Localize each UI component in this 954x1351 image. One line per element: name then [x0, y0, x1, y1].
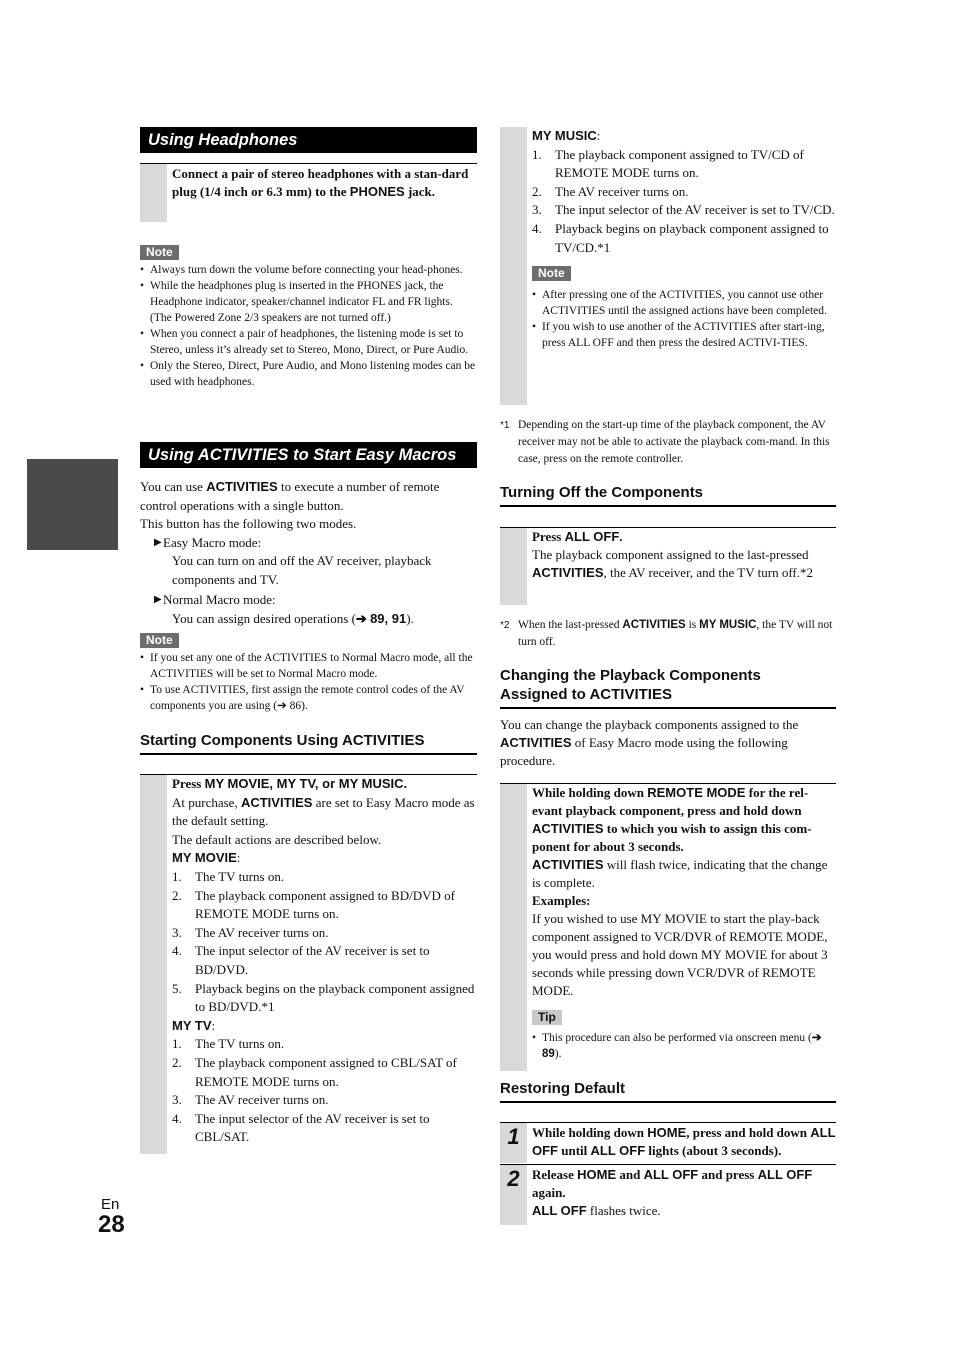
activities-intro [140, 478, 477, 628]
list-item: 5. Playback begins on the playback component assigned to BD/DVD.*1 [172, 980, 475, 1015]
mode-2-text-a: You can assign desired operations ( [172, 610, 356, 626]
my-music-label: MY MUSIC: [532, 128, 601, 143]
step-bar [500, 127, 527, 405]
period: . [619, 529, 623, 544]
list-item: 1. The TV turns on. [172, 1036, 285, 1052]
step-number: 2 [500, 1165, 527, 1225]
tip-item [532, 1030, 836, 1062]
starting-step [140, 775, 477, 1154]
list-text: The input selector of the AV receiver is set to CBL/SAT. [195, 1110, 430, 1145]
list-text: The TV turns on. [195, 868, 285, 884]
note-item: • Only the Stereo, Direct, Pure Audio, and Mono listening modes can be used with headphones. [140, 358, 477, 390]
flash-text [532, 856, 836, 892]
turning-off-heading: Turning Off the Components [500, 484, 704, 501]
step-instruction [532, 528, 836, 546]
starting-heading: Starting Components Using ACTIVITIES [140, 732, 425, 749]
s1-c: until [558, 1143, 591, 1158]
result-b: flashes twice. [586, 1203, 661, 1218]
list-item: 2. The playback component assigned to BD/DVD of REMOTE MODE turns on. [172, 887, 455, 922]
home-key: HOME [577, 1167, 617, 1182]
intro-1 [140, 478, 477, 515]
page-ref: 89 [542, 1048, 555, 1060]
headphones-notes [140, 262, 477, 390]
list-text: The TV turns on. [195, 1036, 285, 1052]
my-tv-key: MY TV [172, 1017, 212, 1033]
activities-title: Using ACTIVITIES to Start Easy Macros [140, 442, 477, 468]
all-off-key: ALL OFF [643, 1167, 699, 1182]
step-b: for the rel-evant playback component, press and hold down [532, 785, 809, 818]
mode-1-name: Easy Macro mode: [163, 534, 262, 550]
headphones-note-label-wrap [140, 243, 179, 261]
my-tv-list [172, 1035, 477, 1147]
list-item: 1. The playback component assigned to TV/CD of REMOTE MODE turns on. [532, 146, 804, 181]
mode-2-text [140, 610, 477, 629]
all-off-key: ALL OFF [532, 1203, 587, 1218]
s2-c: and press [698, 1167, 758, 1182]
step-bar [500, 784, 527, 1071]
step-body [172, 775, 477, 1147]
list-item: 4. The input selector of the AV receiver is set to BD/DVD. [172, 943, 430, 977]
tip-a: This procedure can also be performed via onscreen menu ( [542, 1032, 812, 1044]
footnote-1 [500, 417, 836, 468]
mode-1-text: You can turn on and off the AV receiver, playback components and TV. [172, 553, 432, 587]
note-item: • If you set any one of the ACTIVITIES to Normal Macro mode, all the ACTIVITIES will be set to Normal Macro mode. [140, 650, 477, 682]
s2-b: and [616, 1167, 644, 1182]
my-movie-list [172, 868, 477, 1017]
s2-d: again. [532, 1185, 566, 1200]
list-text: Playback begins on the playback component assigned to BD/DVD.*1 [195, 980, 475, 1015]
turn-off-desc [532, 546, 836, 582]
activities-key: ACTIVITIES [532, 821, 604, 836]
heading-rule [500, 1101, 836, 1103]
footnote-mark: *1 [500, 420, 510, 431]
mode-1-label [140, 534, 477, 553]
headphones-instruction: Connect a pair of stereo headphones with a stan-dard plug (1/4 inch or 6.3 mm) to the [172, 166, 469, 199]
step-body [532, 1123, 836, 1160]
step-c: to which you wish to assign this com-ponent for about 3 seconds. [532, 821, 812, 854]
list-text: The playback component assigned to BD/DVD of REMOTE MODE turns on. [195, 887, 455, 922]
examples-label: Examples: [532, 893, 591, 908]
my-tv-label: MY TV: [172, 1017, 216, 1033]
activities-key: ACTIVITIES [500, 735, 572, 750]
my-movie-label: MY MOVIE: [172, 850, 241, 866]
list-item: 4. The input selector of the AV receiver is set to CBL/SAT. [172, 1110, 430, 1145]
step-bar [140, 164, 167, 222]
purchase-b: are set to Easy Macro mode as the default setting. [172, 794, 475, 829]
press-text: Press [172, 776, 205, 791]
intro-b: of Easy Macro mode using the following procedure. [500, 735, 788, 768]
mode-2-text-b: ). [406, 610, 414, 626]
fn-b: is [685, 619, 700, 631]
note-label: Note [140, 245, 179, 260]
tip-b: ). [554, 1048, 562, 1060]
activities-key: ACTIVITIES [240, 794, 313, 810]
turning-off-step [500, 528, 836, 605]
step-instruction [532, 784, 836, 856]
step-body [532, 528, 836, 582]
note-item: • To use ACTIVITIES, first assign the remote control codes of the AV components you are using (➔ 86). [140, 682, 477, 714]
note-label: Note [140, 633, 179, 648]
tip-label-wrap [532, 1008, 836, 1026]
mode-2-label [140, 591, 477, 610]
s2-a: Release [532, 1167, 578, 1182]
list-text: The AV receiver turns on. [195, 924, 329, 940]
activities-key: ACTIVITIES [622, 619, 686, 631]
changing-heading [500, 666, 761, 704]
changing-intro [500, 716, 836, 770]
list-item: 3. The input selector of the AV receiver is set to TV/CD. [532, 202, 835, 218]
all-off-key: ALL OFF [590, 1143, 646, 1158]
desc-b: , the AV receiver, and the TV turn off.*2 [603, 565, 814, 580]
triangle-icon: ▶ [154, 536, 162, 548]
restoring-step-1 [500, 1123, 836, 1163]
step-instruction [532, 1166, 836, 1202]
phones-key: PHONES [349, 183, 405, 199]
flash-b: will flash twice, indicating that the change is complete. [532, 857, 828, 890]
activities-notes [140, 650, 477, 714]
home-key: HOME [647, 1125, 687, 1140]
my-music-key: MY MUSIC [699, 619, 757, 631]
restoring-step-2 [500, 1165, 836, 1225]
changing-heading-1: Changing the Playback Components [500, 667, 761, 684]
all-off-key: ALL OFF [532, 1125, 836, 1158]
my-music-list [532, 146, 836, 258]
note-item: • While the headphones plug is inserted in the PHONES jack, the Headphone indicator, speaker/channel indicator FL and FR lights. (The Powered Zone 2/3 speakers are not turned off.) [140, 278, 477, 326]
list-text: The AV receiver turns on. [195, 1092, 329, 1108]
example-text: If you wished to use MY MOVIE to start the play-back component assigned to VCR/DVR of REMOTE MODE, you would press and hold down MY MOVIE for about 3 seconds while pressing down VCR/DVR of REMOTE MODE. [532, 911, 828, 998]
footnote-2 [500, 617, 836, 651]
s1-d: lights (about 3 seconds). [645, 1143, 782, 1158]
activities-key: ACTIVITIES [532, 857, 604, 872]
note-item: • Always turn down the volume before connecting your head-phones. [140, 262, 477, 278]
list-text: The AV receiver turns on. [555, 183, 689, 199]
list-item: 1. The TV turns on. [172, 868, 285, 884]
activities-key: ACTIVITIES [532, 565, 604, 580]
step-body [532, 1165, 836, 1220]
step-result [532, 1202, 836, 1220]
list-text: The input selector of the AV receiver is set to TV/CD. [555, 202, 835, 218]
headphones-step [140, 164, 477, 222]
headphones-title: Using Headphones [140, 127, 477, 153]
arrow-icon: ➔ [811, 1032, 822, 1044]
changing-step [500, 784, 836, 1071]
step-bar [500, 528, 527, 605]
side-tab [27, 459, 118, 550]
my-movie-key: MY MOVIE [172, 850, 237, 866]
list-item: 2. The playback component assigned to CBL/SAT of REMOTE MODE turns on. [172, 1054, 457, 1089]
changing-heading-2: Assigned to ACTIVITIES [500, 686, 672, 703]
page-number: 28 [98, 1211, 125, 1238]
page-refs: 89, 91 [370, 610, 407, 626]
fn-c: , the TV will not turn off. [518, 619, 833, 648]
step-bar [140, 775, 167, 1154]
note-item: • When you connect a pair of headphones, the listening mode is set to Stereo, unless it’s already set to Stereo, Mono, Direct, or Pure Audio. [140, 326, 477, 358]
activities-key: ACTIVITIES [206, 479, 278, 494]
list-item: 3. The AV receiver turns on. [172, 924, 329, 940]
desc-a: The playback component assigned to the last-pressed [532, 547, 809, 562]
triangle-icon: ▶ [154, 594, 162, 605]
list-text: The playback component assigned to CBL/SAT of REMOTE MODE turns on. [195, 1054, 457, 1089]
page-lang: En [101, 1196, 120, 1213]
s1-a: While holding down [532, 1125, 648, 1140]
step-number: 1 [500, 1123, 527, 1163]
step-body [532, 784, 836, 1062]
tip-list [532, 1030, 836, 1062]
list-item: 4. Playback begins on playback component assigned to TV/CD.*1 [532, 220, 829, 255]
step-body [172, 164, 477, 200]
footnote-mark: *2 [500, 620, 510, 631]
intro-1-end: to execute a number of remote control operations with a single button. [140, 479, 440, 513]
list-item: 3. The AV receiver turns on. [172, 1092, 329, 1108]
note-item: • After pressing one of the ACTIVITIES, you cannot use other ACTIVITIES until the assigned actions have been completed. [532, 287, 836, 319]
purchase-text [172, 794, 477, 831]
mode-2-name: Normal Macro mode: [163, 592, 276, 607]
heading-rule [500, 707, 836, 709]
s1-b: , press and hold down [686, 1125, 811, 1140]
my-music-key: MY MUSIC [532, 128, 597, 143]
headphones-instruction-end: jack. [404, 183, 436, 199]
all-off-key: ALL OFF [564, 529, 620, 544]
heading-rule [500, 505, 836, 507]
remote-mode-key: REMOTE MODE [647, 785, 746, 800]
footnote-text: Depending on the start-up time of the playback component, the AV receiver may not be able to activate the playback com-mand. In this case, press on the remote controller. [518, 419, 830, 465]
purchase-a: At purchase, [172, 794, 241, 810]
tip-label: Tip [532, 1010, 562, 1025]
my-music-continued [500, 127, 836, 405]
list-text: The playback component assigned to TV/CD of REMOTE MODE turns on. [555, 146, 804, 181]
starting-notes [532, 287, 836, 351]
heading-rule [140, 753, 477, 755]
starting-note-label-wrap [532, 264, 836, 283]
step-a: While holding down [532, 785, 648, 800]
restoring-heading: Restoring Default [500, 1080, 626, 1097]
step-instruction [172, 775, 477, 794]
fn-a: When the last-pressed [518, 619, 623, 631]
intro-a: You can change the playback components assigned to the [500, 717, 799, 732]
activities-note-label-wrap [140, 631, 179, 649]
intro-1-text: You can use [140, 479, 207, 494]
all-off-key: ALL OFF [757, 1167, 813, 1182]
note-label: Note [532, 266, 571, 281]
arrow-icon: ➔ [355, 610, 367, 626]
default-text: The default actions are described below. [172, 831, 382, 847]
step-body [532, 127, 836, 351]
note-item: • If you wish to use another of the ACTIVITIES after start-ing, press ALL OFF and then press the desired ACTIVI-TIES. [532, 319, 836, 351]
intro-2: This button has the following two modes. [140, 516, 357, 531]
list-text: The input selector of the AV receiver is set to BD/DVD. [195, 943, 430, 977]
footnote-text [518, 617, 836, 651]
list-item: 2. The AV receiver turns on. [532, 183, 689, 199]
list-text: Playback begins on playback component assigned to TV/CD.*1 [555, 220, 829, 255]
my-buttons: MY MOVIE, MY TV, or MY MUSIC. [204, 776, 408, 791]
press-text: Press [532, 529, 565, 544]
